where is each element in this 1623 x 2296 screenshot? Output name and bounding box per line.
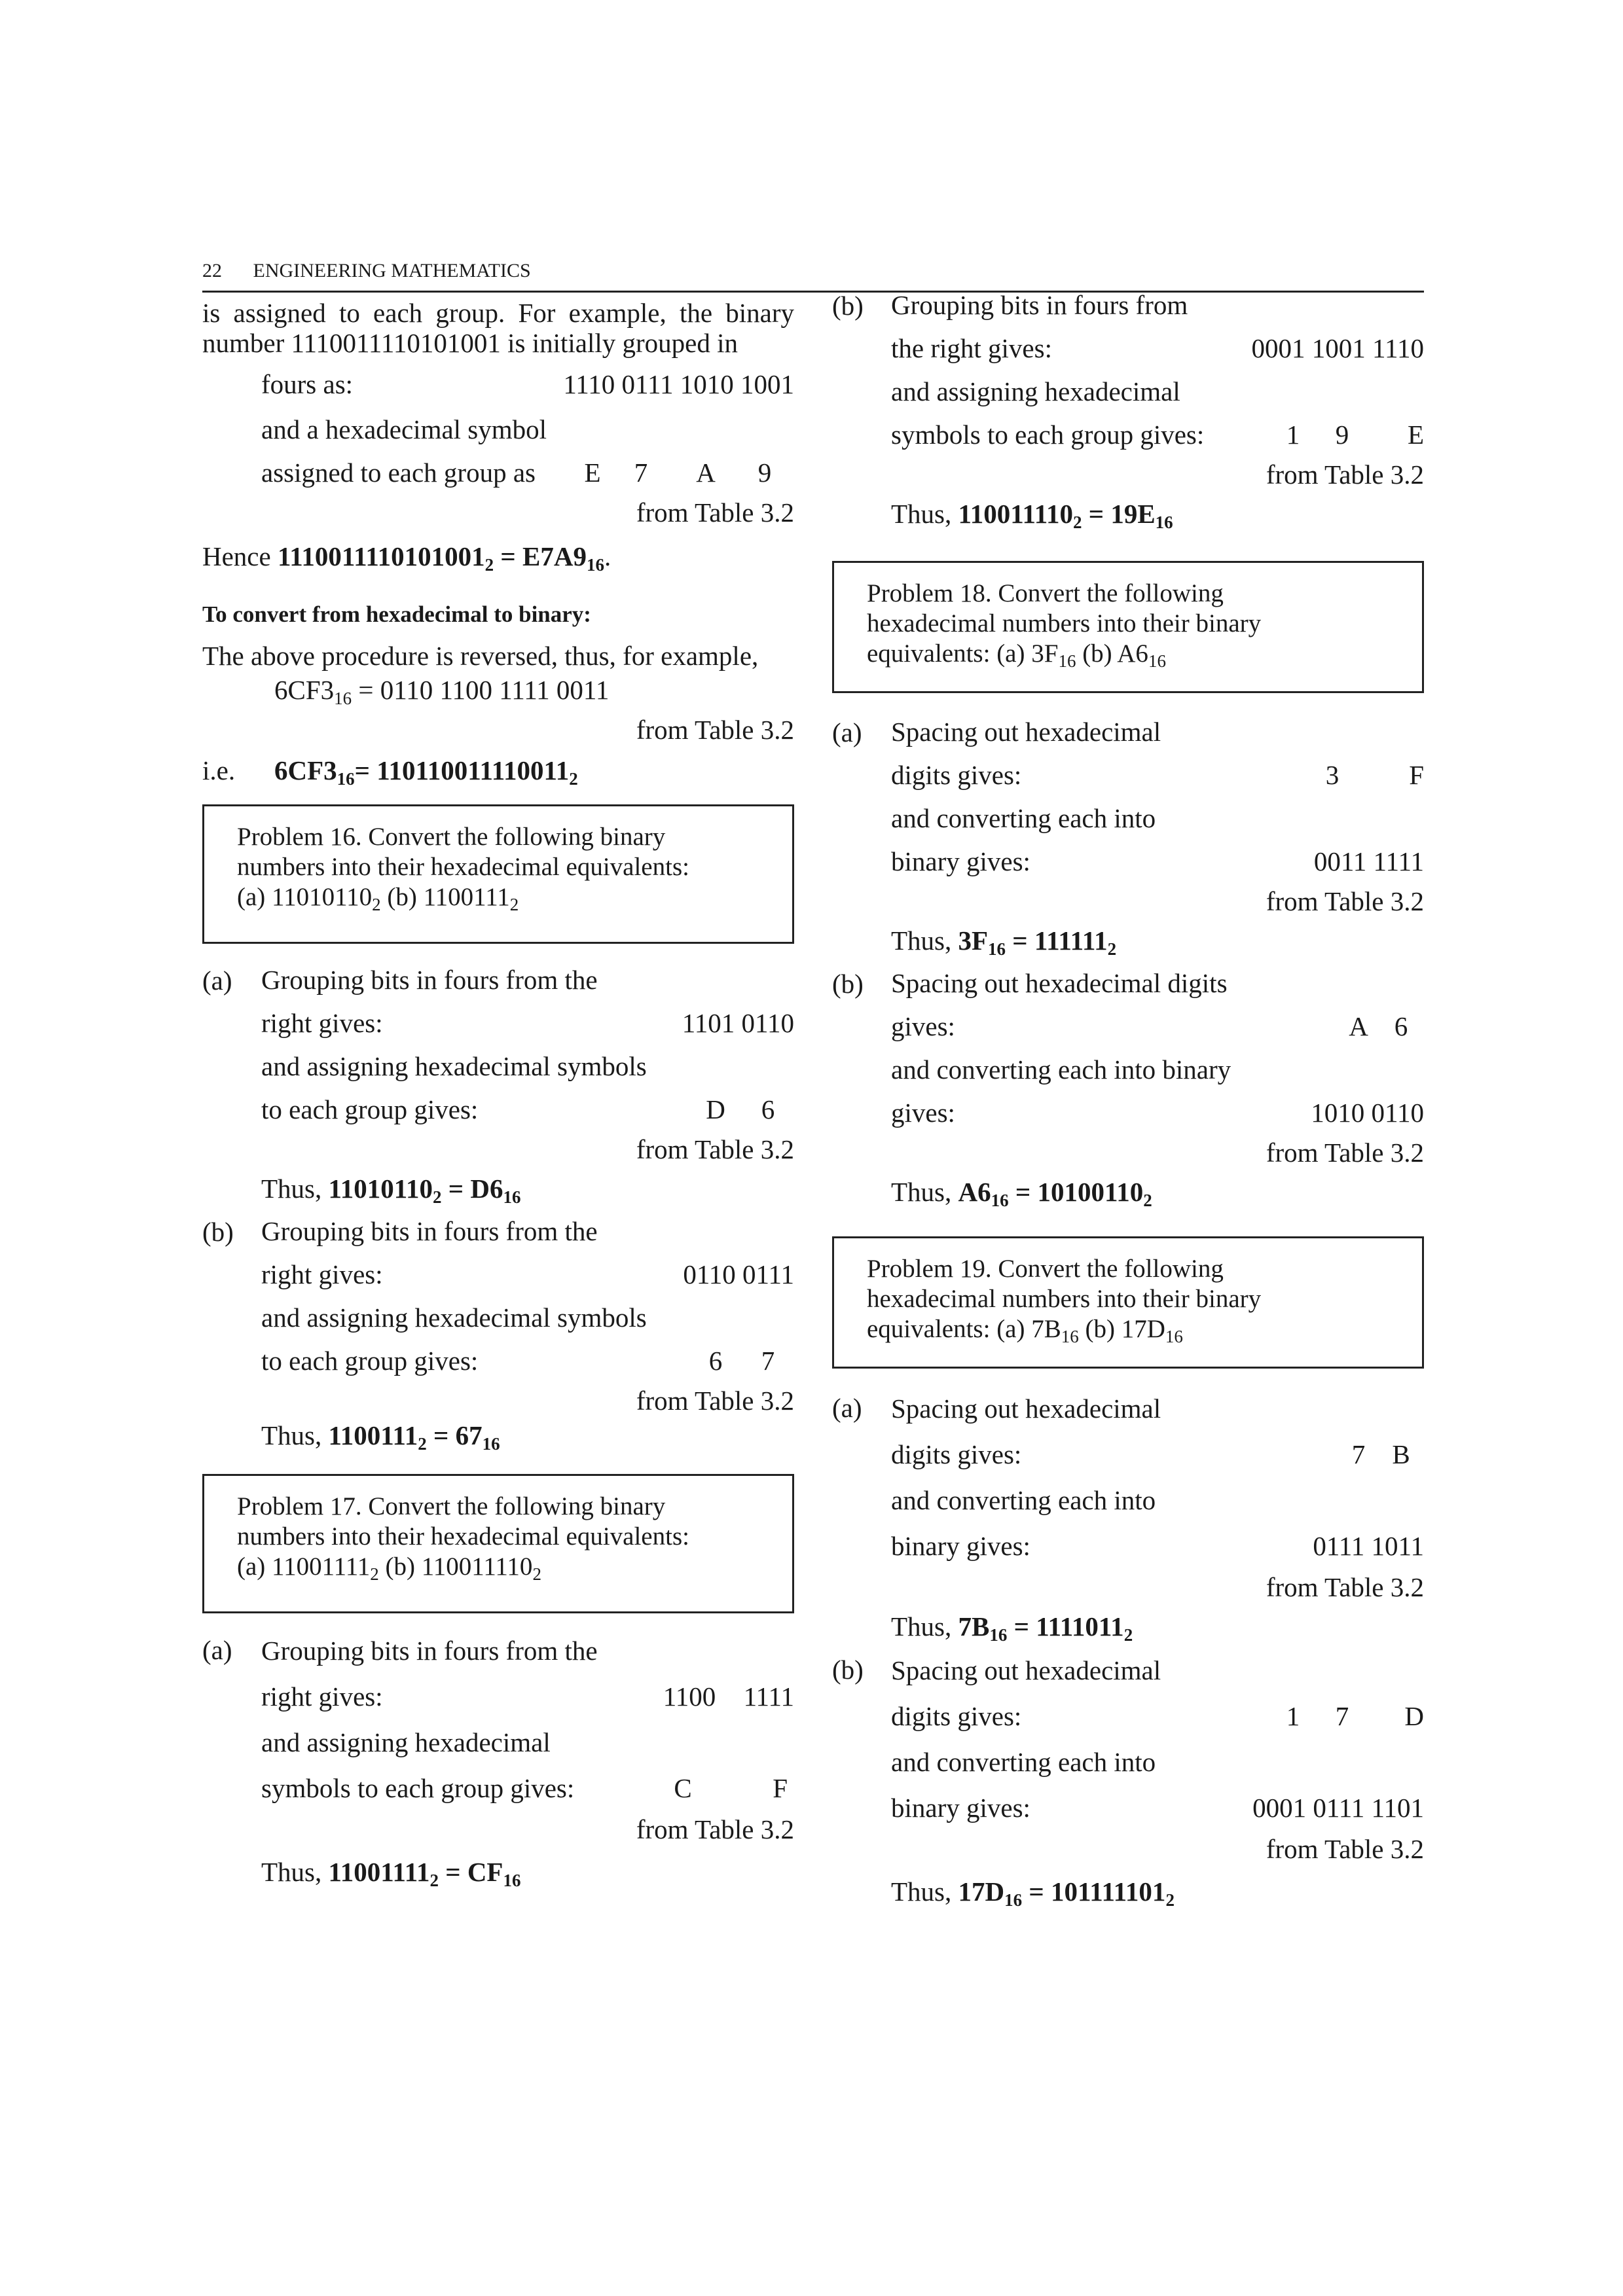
- step-text: Spacing out hexadecimal digits: [891, 968, 1228, 998]
- step-values: [650, 1674, 794, 1719]
- part-label: (a): [832, 1393, 862, 1423]
- step-value: E: [1407, 420, 1424, 450]
- step-value: 7: [1335, 1701, 1349, 1731]
- intro-paragraph: is assigned to each group. For example, the binary number 1110011110101001 is initially grouped in: [202, 298, 794, 358]
- step-value: 0011 1111: [1313, 846, 1424, 876]
- step-text: symbols to each group gives:: [261, 1773, 575, 1803]
- part-label: (b): [832, 969, 864, 999]
- source-note: from Table 3.2: [636, 1134, 794, 1164]
- step-value: 0001 0111 1101: [1252, 1793, 1424, 1823]
- p16-sub: 2: [509, 895, 519, 914]
- thus-result: [261, 1168, 794, 1210]
- thus-sub: 16: [991, 1191, 1009, 1210]
- step-values: [1339, 1431, 1424, 1477]
- step-text: digits gives:: [891, 1701, 1022, 1731]
- step-text: the right gives:: [891, 333, 1052, 363]
- step-text: and assigning hexadecimal: [261, 1727, 551, 1757]
- thus-value: A6: [958, 1177, 991, 1207]
- ie-hex: 6CF3: [274, 755, 337, 785]
- step-values: [1339, 1005, 1424, 1048]
- thus-sub: 16: [482, 1434, 500, 1454]
- problem-16-line: numbers into their hexadecimal equivalents:: [237, 853, 689, 881]
- source-note: from Table 3.2: [636, 1386, 794, 1416]
- assigned-value: 9: [757, 457, 772, 488]
- thus-result: [891, 493, 1424, 535]
- step-values: [1313, 753, 1424, 797]
- hence-sub: 16: [586, 555, 604, 575]
- step-value: 0110 0111: [683, 1259, 794, 1289]
- step-text: and assigning hexadecimal symbols: [261, 1051, 647, 1081]
- problem-18-part-a: [832, 710, 1424, 961]
- step-text: Grouping bits in fours from the: [261, 1216, 598, 1246]
- step-text: to each group gives:: [261, 1094, 479, 1124]
- thus-value: 11001111: [328, 1857, 430, 1887]
- thus-sub: 16: [503, 1871, 521, 1890]
- thus-eq: = 67: [426, 1420, 483, 1450]
- problem-17-line: [237, 1552, 761, 1582]
- thus-sub: 2: [1165, 1890, 1175, 1910]
- and-hex-text: and a hexadecimal symbol: [261, 414, 547, 444]
- assigned-value: E: [584, 457, 601, 488]
- thus-sub: 16: [1004, 1890, 1023, 1910]
- problem-17-box: [202, 1474, 794, 1613]
- fours-label: fours as:: [261, 369, 354, 399]
- thus-sub: 2: [418, 1434, 427, 1454]
- step-value: 1111: [743, 1681, 794, 1712]
- problem-19-part-b: [832, 1647, 1424, 1916]
- p16-sub: 2: [372, 895, 381, 914]
- thus-eq: = 10100110: [1008, 1177, 1144, 1207]
- thus-sub: 16: [989, 1625, 1008, 1645]
- assigned-value: 7: [634, 457, 648, 488]
- hence-prefix: Hence: [202, 541, 278, 571]
- thus-result: [261, 1848, 794, 1896]
- example-eq: = 0110 1100 1111 0011: [352, 675, 610, 705]
- step-text: Grouping bits in fours from the: [261, 965, 598, 995]
- thus-value: 3F: [958, 925, 989, 956]
- thus-value: 11010110: [328, 1174, 433, 1204]
- right-column: [832, 290, 1424, 1916]
- fours-value: 1110 0111 1010 1001: [563, 369, 794, 399]
- p17-a: (a) 11001111: [237, 1552, 371, 1581]
- step-text: and assigning hexadecimal symbols: [261, 1302, 647, 1333]
- source-note: from Table 3.2: [636, 1814, 794, 1844]
- p18-a: equivalents: (a) 3F: [867, 639, 1059, 668]
- step-values: [1280, 413, 1424, 456]
- thus-result: [891, 1605, 1424, 1647]
- source-note: from Table 3.2: [636, 715, 794, 745]
- thus-prefix: Thus,: [261, 1174, 329, 1204]
- problem-19-line: [867, 1314, 1391, 1344]
- thus-sub: 2: [1107, 939, 1117, 959]
- example-hex-value: 6CF3: [274, 675, 335, 705]
- p19-sub: 16: [1061, 1327, 1079, 1346]
- section-heading: To convert from hexadecimal to binary:: [202, 601, 591, 627]
- step-value: 0111 1011: [1313, 1531, 1424, 1561]
- step-values: [689, 1339, 794, 1382]
- problem-19-part-a: [832, 1386, 1424, 1647]
- step-text: and converting each into: [891, 1485, 1156, 1515]
- ie-sub: 2: [569, 769, 578, 789]
- hence-eq: = E7A9: [494, 541, 587, 571]
- step-text: symbols to each group gives:: [891, 420, 1205, 450]
- problem-19-line: hexadecimal numbers into their binary: [867, 1285, 1262, 1313]
- step-value: D: [706, 1094, 725, 1124]
- thus-prefix: Thus,: [891, 499, 958, 529]
- step-text: to each group gives:: [261, 1346, 479, 1376]
- assigned-value: A: [696, 457, 716, 488]
- source-note: from Table 3.2: [1266, 1138, 1424, 1168]
- step-text: gives:: [891, 1011, 955, 1041]
- step-value: D: [1404, 1701, 1424, 1731]
- step-text: digits gives:: [891, 760, 1022, 790]
- step-value: 6: [761, 1094, 775, 1124]
- step-value: 1010 0110: [1311, 1098, 1424, 1128]
- hence-binary: 1110011110101001: [277, 541, 485, 571]
- p16-a: (a) 11010110: [237, 883, 373, 911]
- step-text: Grouping bits in fours from the: [261, 1636, 598, 1666]
- step-value: 9: [1335, 420, 1349, 450]
- left-column: [202, 298, 794, 1896]
- problem-18-part-b: [832, 961, 1424, 1213]
- page-number: 22: [202, 260, 222, 281]
- part-label: (a): [832, 717, 862, 747]
- step-text: Spacing out hexadecimal: [891, 717, 1161, 747]
- step-text: and converting each into binary: [891, 1054, 1231, 1085]
- p19-sub: 16: [1165, 1327, 1183, 1346]
- example-sub: 16: [334, 689, 352, 708]
- step-value: F: [1409, 760, 1424, 790]
- step-text: binary gives:: [891, 1793, 1030, 1823]
- thus-eq: = CF: [438, 1857, 503, 1887]
- ie-sub: 16: [337, 769, 355, 789]
- part-label: (b): [832, 291, 864, 321]
- step-value: 7: [1351, 1439, 1366, 1469]
- step-value: 1: [1286, 420, 1300, 450]
- source-note: from Table 3.2: [1266, 459, 1424, 490]
- step-text: right gives:: [261, 1681, 383, 1712]
- source-note: from Table 3.2: [636, 497, 794, 528]
- problem-19-box: [832, 1236, 1424, 1369]
- step-text: digits gives:: [891, 1439, 1022, 1469]
- step-text: binary gives:: [891, 846, 1030, 876]
- part-label: (a): [202, 965, 232, 996]
- thus-sub: 2: [429, 1871, 439, 1890]
- step-text: right gives:: [261, 1259, 383, 1289]
- step-value: C: [674, 1773, 692, 1803]
- problem-18-line: hexadecimal numbers into their binary: [867, 609, 1262, 637]
- step-text: and converting each into: [891, 1747, 1156, 1777]
- step-value: 6: [708, 1346, 723, 1376]
- step-value: 0001 1001 1110: [1251, 333, 1424, 363]
- thus-sub: 2: [1143, 1191, 1152, 1210]
- thus-eq: = D6: [441, 1174, 503, 1204]
- thus-sub: 2: [432, 1187, 442, 1207]
- problem-18-line: Problem 18. Convert the following: [867, 579, 1224, 607]
- problem-18-line: [867, 639, 1391, 669]
- step-value: A: [1349, 1011, 1368, 1041]
- step-values: [689, 1088, 794, 1131]
- step-value: 1100: [663, 1681, 716, 1712]
- thus-eq: = 111111: [1006, 925, 1108, 956]
- p18-b: (b) A6: [1076, 639, 1148, 668]
- step-value: 7: [761, 1346, 775, 1376]
- thus-prefix: Thus,: [891, 925, 958, 956]
- step-value: F: [773, 1773, 788, 1803]
- step-text: Spacing out hexadecimal: [891, 1393, 1161, 1424]
- thus-sub: 16: [503, 1187, 521, 1207]
- p17-sub: 2: [532, 1564, 541, 1584]
- p18-sub: 16: [1058, 651, 1076, 671]
- step-value: 3: [1325, 760, 1340, 790]
- thus-prefix: Thus,: [891, 1876, 958, 1907]
- p17-b: (b) 110011110: [378, 1552, 533, 1581]
- p19-a: equivalents: (a) 7B: [867, 1315, 1061, 1343]
- p16-b: (b) 1100111: [380, 883, 510, 911]
- problem-16-line: Problem 16. Convert the following binary: [237, 823, 666, 851]
- thus-result: [891, 1171, 1424, 1213]
- thus-result: [261, 1419, 794, 1452]
- hence-sub: 2: [484, 555, 494, 575]
- running-title: ENGINEERING MATHEMATICS: [253, 260, 531, 281]
- problem-17-line: Problem 17. Convert the following binary: [237, 1492, 666, 1520]
- problem-19-line: Problem 19. Convert the following: [867, 1255, 1224, 1283]
- source-note: from Table 3.2: [1266, 886, 1424, 916]
- assigned-values: [579, 451, 794, 494]
- thus-value: 110011110: [958, 499, 1073, 529]
- thus-result: [891, 920, 1424, 961]
- thus-value: 17D: [958, 1876, 1005, 1907]
- example-grouping: [202, 361, 794, 531]
- step-value: 6: [1394, 1011, 1408, 1041]
- step-text: Spacing out hexadecimal: [891, 1655, 1161, 1685]
- thus-prefix: Thus,: [261, 1420, 329, 1450]
- thus-prefix: Thus,: [891, 1611, 958, 1641]
- ie-eq: = 110110011110011: [354, 755, 570, 785]
- step-text: Grouping bits in fours from: [891, 290, 1188, 320]
- thus-result: [891, 1867, 1424, 1916]
- thus-sub: 16: [1155, 512, 1173, 532]
- source-note: from Table 3.2: [1266, 1572, 1424, 1602]
- problem-16-part-a: [202, 958, 794, 1210]
- problem-18-box: [832, 561, 1424, 693]
- p17-sub: 2: [370, 1564, 379, 1584]
- thus-eq: = 19E: [1082, 499, 1156, 529]
- problem-16-box: [202, 804, 794, 944]
- thus-eq: = 1111011: [1007, 1611, 1124, 1641]
- thus-sub: 2: [1072, 512, 1082, 532]
- step-value: 1101 0110: [682, 1008, 794, 1038]
- thus-value: 1100111: [328, 1420, 418, 1450]
- hence-result: [202, 535, 794, 578]
- step-value: 1: [1286, 1701, 1300, 1731]
- ie-label: i.e.: [202, 755, 236, 785]
- hence-end: .: [604, 541, 611, 571]
- step-values: [1280, 1693, 1424, 1739]
- thus-sub: 16: [988, 939, 1006, 959]
- problem-17-line: numbers into their hexadecimal equivalents:: [237, 1522, 689, 1551]
- problem-16-part-b: [202, 1210, 794, 1452]
- assigned-label: assigned to each group as: [261, 457, 536, 488]
- thus-value: 7B: [958, 1611, 990, 1641]
- thus-prefix: Thus,: [261, 1857, 329, 1887]
- problem-17-part-a: [202, 1628, 794, 1896]
- step-values: [644, 1765, 794, 1811]
- step-text: right gives:: [261, 1008, 383, 1038]
- p18-sub: 16: [1148, 651, 1166, 671]
- example-hex: [202, 671, 794, 709]
- thus-sub: 2: [1123, 1625, 1133, 1645]
- step-text: gives:: [891, 1098, 955, 1128]
- part-label: (b): [202, 1217, 234, 1247]
- thus-eq: = 101111101: [1022, 1876, 1166, 1907]
- step-text: binary gives:: [891, 1531, 1030, 1561]
- source-note: from Table 3.2: [1266, 1834, 1424, 1864]
- reverse-text: The above procedure is reversed, thus, for example,: [202, 641, 759, 671]
- step-value: B: [1392, 1439, 1410, 1469]
- part-label: (a): [202, 1635, 232, 1665]
- ie-result: [202, 751, 794, 790]
- step-text: and converting each into: [891, 803, 1156, 833]
- thus-prefix: Thus,: [891, 1177, 958, 1207]
- problem-17-part-b: [832, 283, 1424, 535]
- step-text: and assigning hexadecimal: [891, 376, 1180, 406]
- p19-b: (b) 17D: [1078, 1315, 1165, 1343]
- part-label: (b): [832, 1655, 864, 1685]
- problem-16-line: [237, 882, 761, 912]
